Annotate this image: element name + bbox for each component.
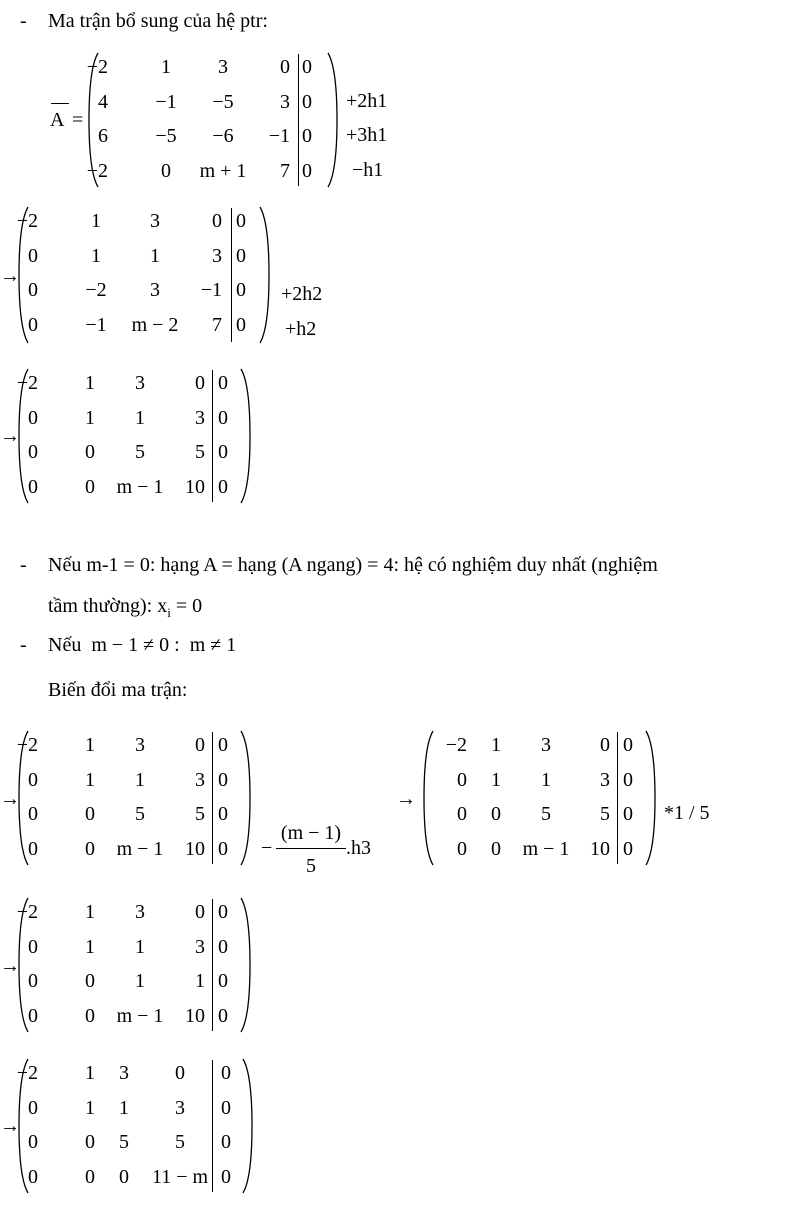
matrix-cell: −2	[16, 734, 38, 756]
a-bar-equals: =	[72, 109, 84, 131]
matrix-cell: 0	[302, 159, 312, 182]
matrix-cell: 0	[457, 837, 467, 860]
matrix-cell: 0	[302, 56, 312, 78]
matrix-cell: −6	[212, 125, 234, 147]
matrix-cell: 0	[28, 837, 38, 860]
matrix-cell: 0	[280, 56, 290, 78]
a-bar-letter: A	[50, 109, 65, 131]
matrix-cell: 3	[212, 244, 222, 267]
matrix-cell: 0	[221, 1165, 231, 1188]
matrix-cell: 0	[218, 901, 228, 923]
matrix-2-op-row3: +2h2	[281, 283, 323, 305]
intro-text: Ma trận bổ sung của hệ ptr:	[48, 10, 268, 32]
matrix-cell: 3	[119, 1062, 129, 1084]
matrix-cell: 1	[150, 244, 160, 267]
matrix-cell: 0	[218, 768, 228, 791]
matrix-cell: 3	[195, 935, 205, 958]
case1-line2-tail: = 0	[170, 595, 203, 617]
matrix-cell: 5	[600, 803, 610, 825]
matrix-cell: 0	[218, 475, 228, 498]
matrix-cell: 5	[195, 441, 205, 463]
matrix-cell: 7	[280, 159, 290, 182]
matrix-cell: 0	[457, 803, 467, 825]
matrix-cell: 0	[218, 1004, 228, 1027]
matrix-cell: −2	[16, 372, 38, 394]
matrix-cell: 0	[28, 313, 38, 336]
matrix-1-op-row3: +3h1	[346, 124, 388, 146]
matrix-cell: 0	[28, 1165, 38, 1188]
matrix-cell: 0	[28, 803, 38, 825]
matrix-cell: 3	[600, 768, 610, 791]
matrix-cell: 0	[161, 159, 171, 182]
case1-line2-sub: i	[167, 605, 171, 620]
matrix-7	[0, 1058, 255, 1194]
matrix-cell: 0	[221, 1131, 231, 1153]
matrix-cell: 0	[491, 803, 501, 825]
matrix-cell: 5	[135, 441, 145, 463]
matrix-4-op-sign: −	[261, 837, 273, 859]
matrix-cell: 5	[135, 803, 145, 825]
matrix-cell: 3	[218, 56, 228, 78]
matrix-cell: 11 − m	[151, 1165, 209, 1188]
matrix-cell: m − 2	[131, 313, 179, 336]
matrix-cell: −1	[155, 90, 177, 113]
matrix-cell: 1	[119, 1096, 129, 1119]
arrow-icon: →	[396, 788, 416, 810]
matrix-cell: 0	[85, 1165, 95, 1188]
matrix-cell: 0	[28, 935, 38, 958]
matrix-cell: 0	[28, 406, 38, 429]
matrix-cell: 10	[590, 837, 610, 860]
case2-dash: -	[20, 634, 27, 656]
matrix-cell: −1	[85, 313, 107, 336]
matrix-cell: 1	[85, 901, 95, 923]
matrix-cell: m − 1	[116, 1004, 164, 1027]
matrix-cell: 0	[457, 768, 467, 791]
matrix-cell: 5	[119, 1131, 129, 1153]
matrix-cell: 1	[85, 1062, 95, 1084]
matrix-cell: 4	[98, 90, 108, 113]
matrix-cell: 0	[221, 1096, 231, 1119]
matrix-cell: −5	[212, 90, 234, 113]
matrix-cell: 3	[175, 1096, 185, 1119]
matrix-cell: 10	[185, 1004, 205, 1027]
matrix-cell: 0	[28, 1131, 38, 1153]
matrix-4-op-denominator: 5	[306, 855, 316, 877]
matrix-cell: m + 1	[199, 159, 247, 182]
matrix-cell: 0	[491, 837, 501, 860]
matrix-5	[0, 730, 660, 866]
arrow-icon: →	[0, 788, 20, 810]
matrix-cell: 0	[28, 441, 38, 463]
matrix-cell: 1	[195, 970, 205, 992]
transform-label: Biến đổi ma trận:	[48, 679, 188, 701]
matrix-cell: 0	[218, 372, 228, 394]
matrix-cell: 0	[28, 970, 38, 992]
matrix-1-op-row4: −h1	[352, 159, 384, 181]
intro-dash: -	[20, 10, 27, 32]
matrix-1-op-row2: +2h1	[346, 90, 388, 112]
matrix-cell: 0	[600, 734, 610, 756]
matrix-cell: 3	[135, 734, 145, 756]
matrix-1-augmented	[0, 52, 340, 188]
matrix-cell: 1	[135, 406, 145, 429]
matrix-cell: 1	[491, 734, 501, 756]
matrix-cell: 1	[135, 935, 145, 958]
matrix-cell: m − 1	[116, 837, 164, 860]
matrix-cell: 3	[195, 768, 205, 791]
matrix-cell: 0	[85, 803, 95, 825]
matrix-cell: −2	[86, 56, 108, 78]
matrix-cell: 0	[85, 837, 95, 860]
matrix-2-op-row4: +h2	[285, 318, 317, 340]
matrix-cell: 0	[623, 803, 633, 825]
case1-line1: Nếu m-1 = 0: hạng A = hạng (A ngang) = 4: hệ có nghiệm duy nhất (nghiệm	[48, 554, 658, 576]
matrix-cell: 3	[150, 279, 160, 301]
matrix-cell: 0	[302, 90, 312, 113]
matrix-cell: 1	[91, 210, 101, 232]
matrix-cell: 3	[541, 734, 551, 756]
matrix-cell: 0	[28, 244, 38, 267]
matrix-cell: 0	[85, 1131, 95, 1153]
matrix-cell: 0	[195, 901, 205, 923]
matrix-cell: 0	[302, 125, 312, 147]
case1-line2-var: x	[157, 595, 168, 617]
matrix-cell: −1	[268, 125, 290, 147]
matrix-cell: 1	[541, 768, 551, 791]
matrix-cell: −2	[16, 1062, 38, 1084]
matrix-4-op-numerator: (m − 1)	[280, 822, 342, 844]
case1-dash: -	[20, 554, 27, 576]
matrix-cell: 0	[28, 1004, 38, 1027]
matrix-cell: 1	[85, 372, 95, 394]
matrix-cell: 0	[218, 406, 228, 429]
matrix-cell: −1	[200, 279, 222, 301]
matrix-cell: 1	[85, 768, 95, 791]
matrix-cell: 1	[491, 768, 501, 791]
arrow-icon: →	[0, 1115, 20, 1137]
matrix-cell: −2	[16, 210, 38, 232]
matrix-cell: 1	[85, 406, 95, 429]
case1-line2-text: tầm thường):	[48, 595, 158, 617]
matrix-cell: 0	[236, 244, 246, 267]
matrix-cell: m − 1	[522, 837, 570, 860]
matrix-cell: 0	[623, 734, 633, 756]
matrix-cell: −2	[86, 159, 108, 182]
matrix-cell: 1	[135, 768, 145, 791]
matrix-cell: 3	[195, 406, 205, 429]
matrix-4-op-tail: .h3	[346, 837, 371, 859]
matrix-2	[0, 206, 270, 344]
matrix-3	[0, 368, 250, 504]
matrix-cell: 1	[91, 244, 101, 267]
case1-line2	[48, 596, 202, 619]
matrix-cell: 0	[623, 768, 633, 791]
matrix-cell: 1	[135, 970, 145, 992]
arrow-icon: →	[0, 955, 20, 977]
arrow-icon: →	[0, 265, 20, 287]
matrix-cell: −2	[16, 901, 38, 923]
matrix-cell: 0	[236, 279, 246, 301]
matrix-cell: 0	[85, 1004, 95, 1027]
matrix-cell: 0	[218, 441, 228, 463]
matrix-cell: 1	[85, 734, 95, 756]
arrow-icon: →	[0, 425, 20, 447]
matrix-cell: 0	[221, 1062, 231, 1084]
case2-text: Nếu m − 1 ≠ 0 : m ≠ 1	[48, 634, 237, 656]
matrix-cell: 1	[161, 56, 171, 78]
matrix-cell: 0	[218, 970, 228, 992]
matrix-cell: 1	[85, 1096, 95, 1119]
matrix-cell: 0	[236, 210, 246, 232]
matrix-cell: 3	[280, 90, 290, 113]
matrix-cell: 0	[218, 837, 228, 860]
matrix-cell: 3	[150, 210, 160, 232]
matrix-cell: 0	[195, 372, 205, 394]
matrix-cell: 10	[185, 475, 205, 498]
matrix-cell: 0	[212, 210, 222, 232]
matrix-cell: 5	[175, 1131, 185, 1153]
matrix-cell: 5	[195, 803, 205, 825]
matrix-cell: 6	[98, 125, 108, 147]
matrix-cell: 10	[185, 837, 205, 860]
matrix-cell: −2	[85, 279, 107, 301]
matrix-cell: 3	[135, 901, 145, 923]
matrix-cell: 0	[28, 1096, 38, 1119]
matrix-5-op: *1 / 5	[664, 802, 710, 824]
matrix-cell: 0	[85, 441, 95, 463]
matrix-cell: 0	[119, 1165, 129, 1188]
matrix-cell: 0	[85, 475, 95, 498]
matrix-cell: 0	[195, 734, 205, 756]
matrix-cell: 0	[28, 279, 38, 301]
matrix-cell: −5	[155, 125, 177, 147]
matrix-cell: 0	[28, 475, 38, 498]
matrix-cell: 0	[28, 768, 38, 791]
matrix-cell: −2	[445, 734, 467, 756]
matrix-cell: 0	[85, 970, 95, 992]
matrix-cell: 1	[85, 935, 95, 958]
matrix-cell: m − 1	[116, 475, 164, 498]
matrix-6	[0, 897, 250, 1033]
matrix-cell: 5	[541, 803, 551, 825]
matrix-cell: 0	[218, 734, 228, 756]
matrix-cell: 0	[175, 1062, 185, 1084]
matrix-cell: 0	[218, 803, 228, 825]
matrix-cell: 3	[135, 372, 145, 394]
matrix-cell: 0	[236, 313, 246, 336]
matrix-cell: 0	[218, 935, 228, 958]
matrix-cell: 7	[212, 313, 222, 336]
matrix-cell: 0	[623, 837, 633, 860]
